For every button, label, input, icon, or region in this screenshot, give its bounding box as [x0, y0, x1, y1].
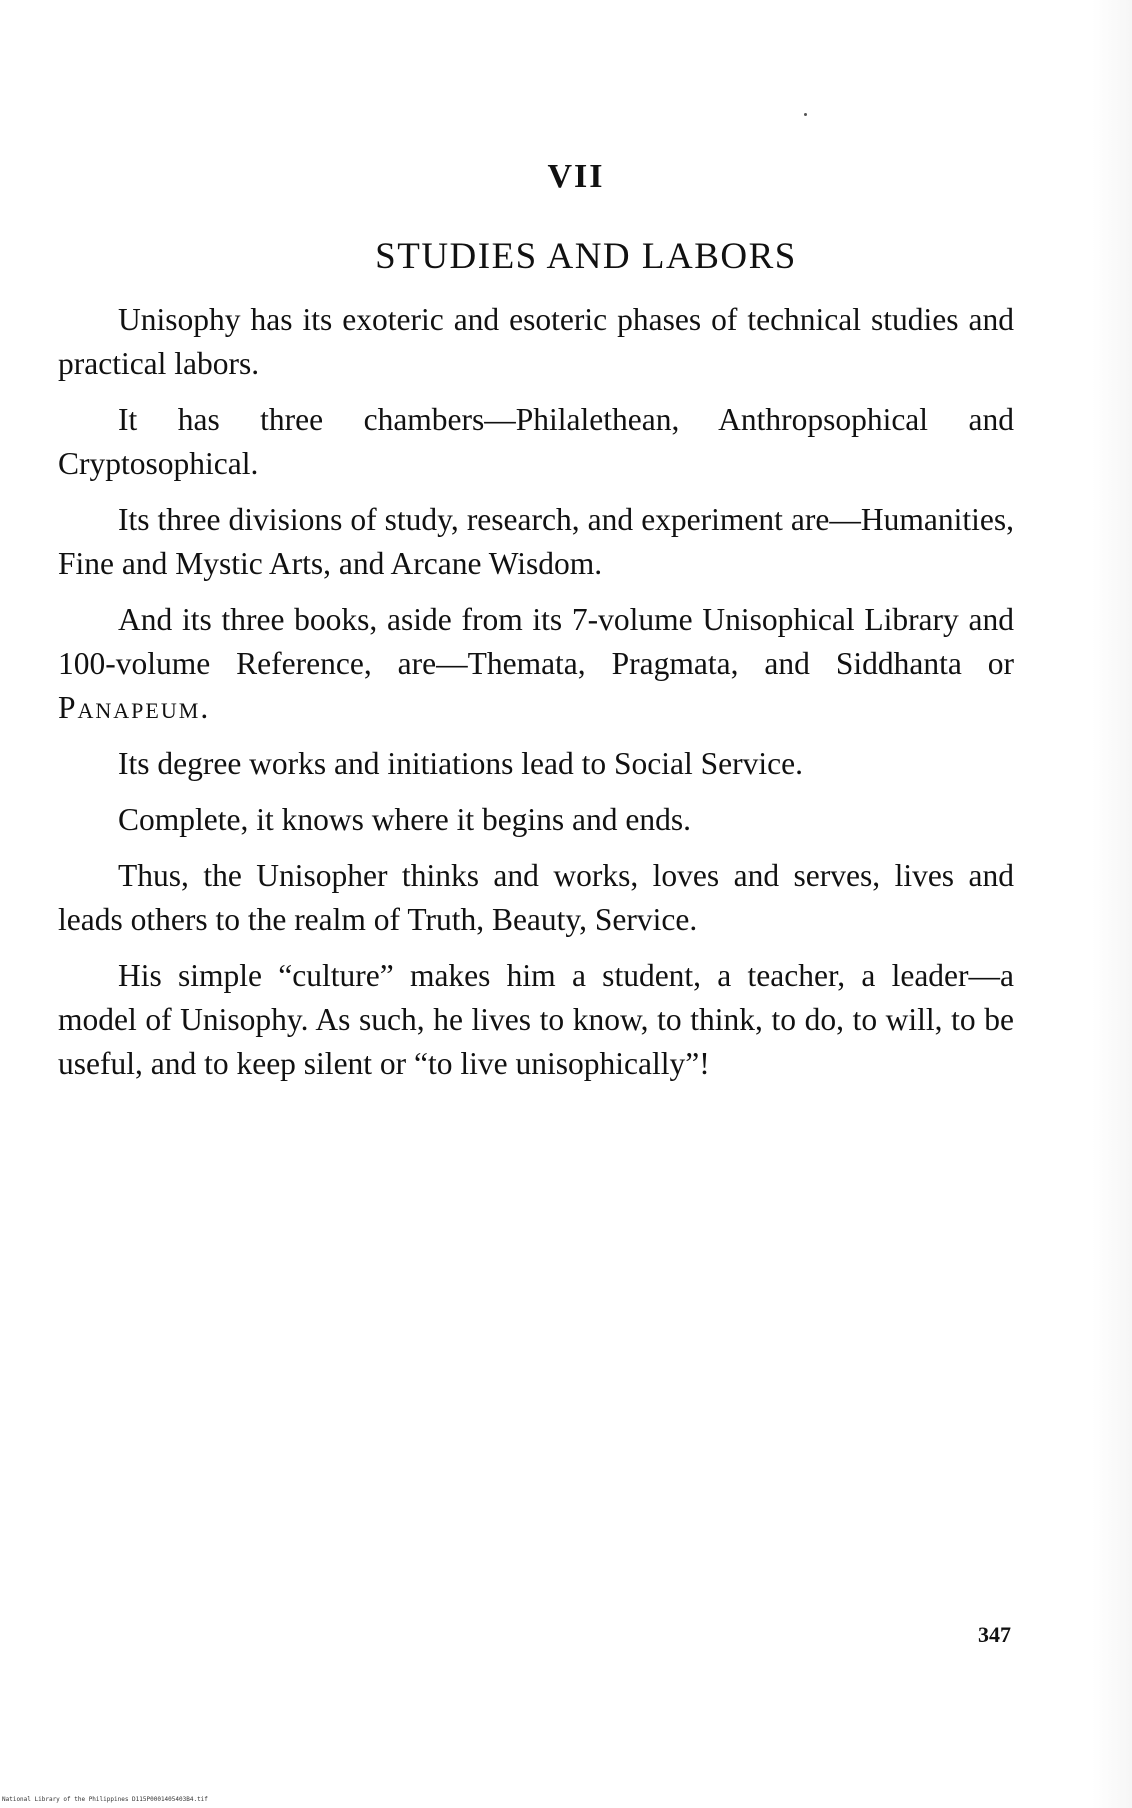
paragraph-6: Complete, it knows where it begins and ends.: [118, 802, 692, 837]
paragraph-4: [58, 598, 1014, 730]
chapter-title: STUDIES AND LABORS: [375, 236, 797, 277]
chapter-number: VII: [547, 158, 605, 195]
body-text: [58, 298, 1014, 1098]
scan-speck: [804, 113, 807, 116]
paragraph-7: Thus, the Unisopher thinks and works, loves and serves, lives and leads others to the realm of Truth, Beauty, Service.: [58, 858, 1014, 937]
page-number: 347: [978, 1622, 1011, 1647]
scan-footer: National Library of the Philippines D115P0001405403B4.tif: [2, 1796, 208, 1803]
paragraph-4-end: .: [200, 690, 209, 725]
paragraph-4-text: And its three books, aside from its 7-volume Unisophical Library and 100-volume Reference, are—Themata, Pragmata, and Siddhanta or: [58, 602, 1014, 681]
paragraph-1: Unisophy has its exoteric and esoteric phases of technical studies and practical labors.: [58, 302, 1014, 381]
paragraph-8: His simple “culture” makes him a student, a teacher, a leader—a model of Unisophy. As such, he lives to know, to think, to do, to will, to be useful, and to keep silent or “to live unisophically”!: [58, 958, 1014, 1081]
panapeum-term: Panapeum: [58, 690, 201, 725]
paragraph-5: Its degree works and initiations lead to Social Service.: [118, 746, 803, 781]
paragraph-2: It has three chambers—Philalethean, Anthropsophical and Cryptosophical.: [58, 402, 1014, 481]
paragraph-3: Its three divisions of study, research, and experiment are—Humanities, Fine and Mystic Arts, and Arcane Wisdom.: [58, 502, 1014, 581]
